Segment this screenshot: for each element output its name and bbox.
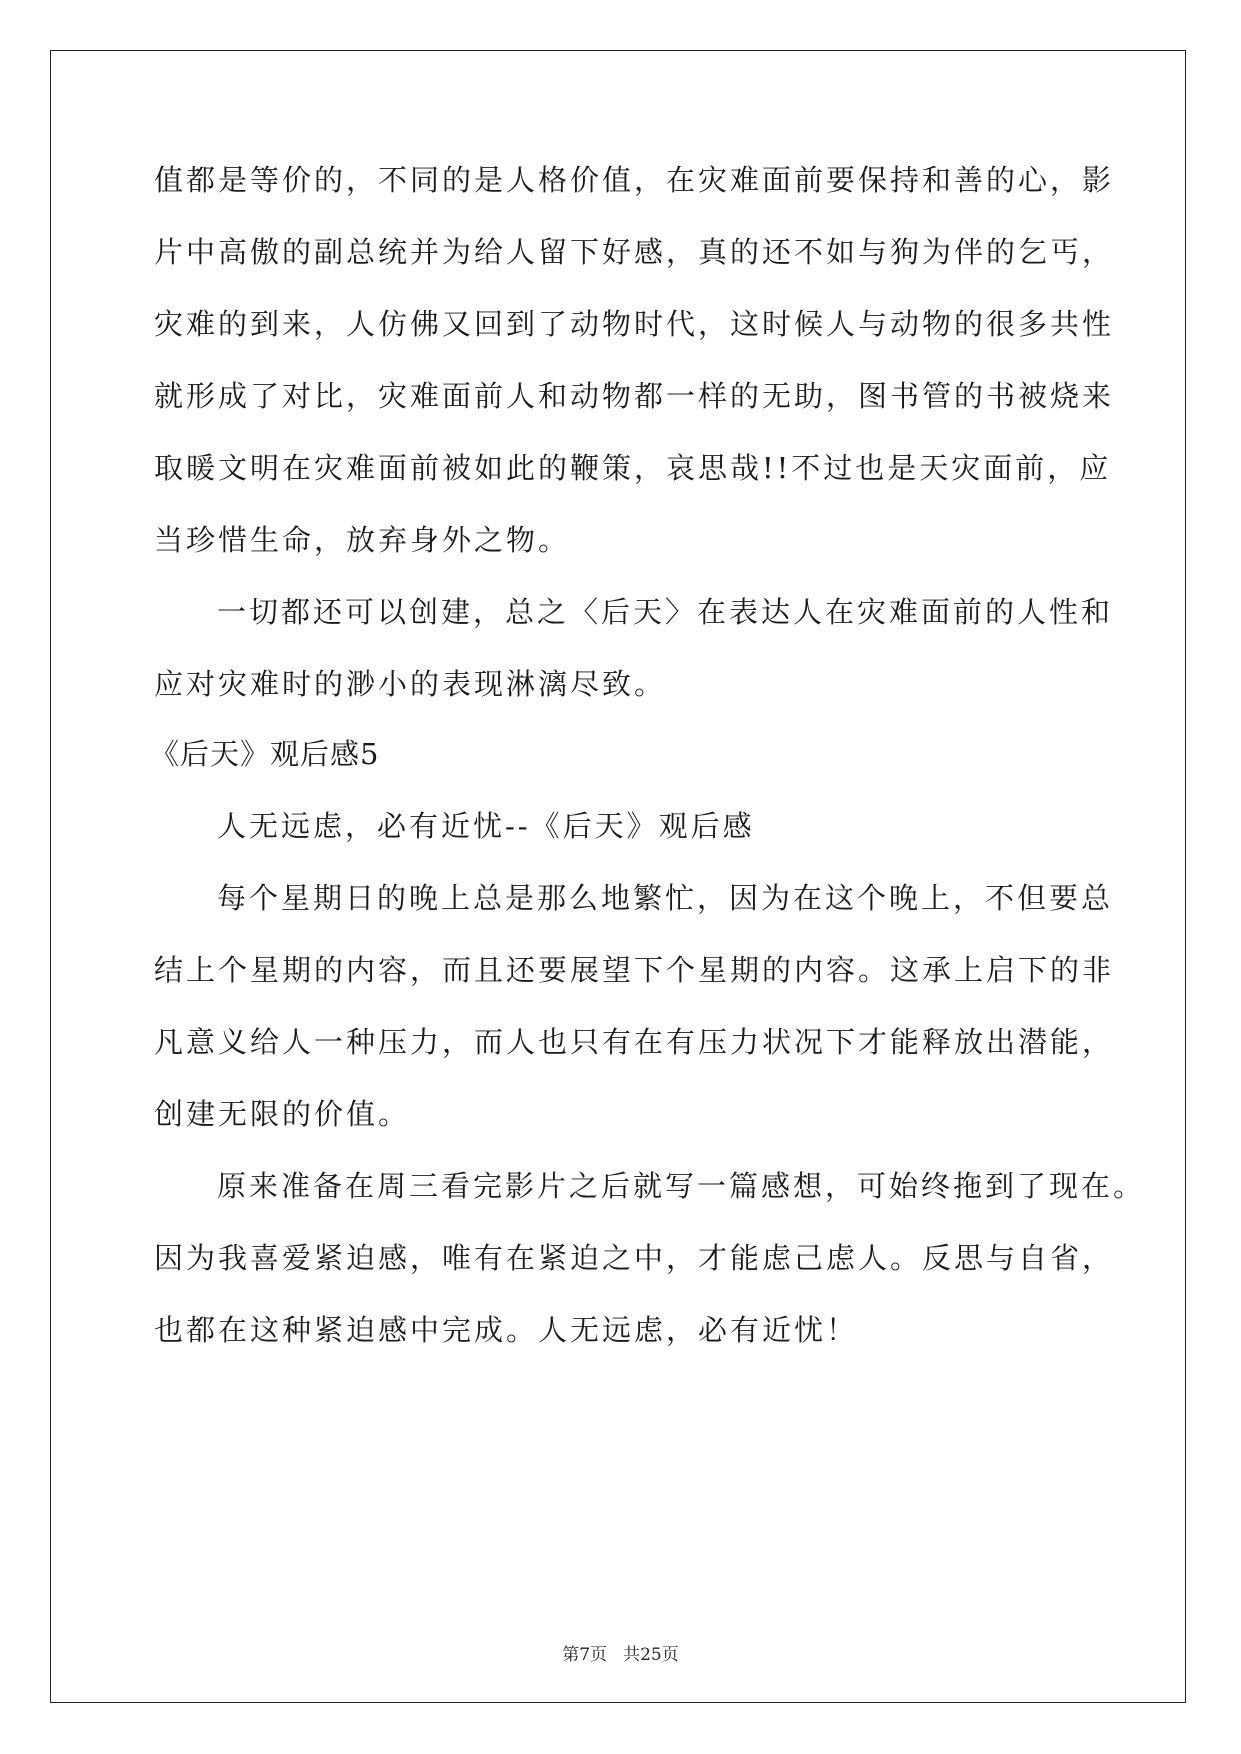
text-line: 取暖文明在灾难面前被如此的鞭策，哀思哉!!不过也是天灾面前，应 <box>154 451 1112 485</box>
text-line: 凡意义给人一种压力，而人也只有在有压力状况下才能释放出潜能， <box>154 1025 1115 1059</box>
text-line: 因为我喜爱紧迫感，唯有在紧迫之中，才能虑己虑人。反思与自省， <box>154 1241 1115 1275</box>
text-line: 当珍惜生命，放弃身外之物。 <box>154 523 571 557</box>
text-line: 片中高傲的副总统并为给人留下好感，真的还不如与狗为伴的乞丐， <box>154 235 1115 269</box>
text-line: 就形成了对比，灾难面前人和动物都一样的无助，图书管的书被烧来 <box>154 379 1115 413</box>
text-line: 结上个星期的内容，而且还要展望下个星期的内容。这承上启下的非 <box>154 953 1115 987</box>
text-line: 创建无限的价值。 <box>154 1097 411 1131</box>
page-border <box>50 50 1186 1703</box>
section-heading: 《后天》观后感5 <box>150 737 380 771</box>
paragraph-start: 原来准备在周三看完影片之后就写一篇感想，可始终拖到了现在。 <box>217 1169 1146 1203</box>
text-line: 应对灾难时的渺小的表现淋漓尽致。 <box>154 667 667 701</box>
article-subtitle: 人无远虑，必有近忧--《后天》观后感 <box>217 809 755 843</box>
paragraph-start: 一切都还可以创建，总之〈后天〉在表达人在灾难面前的人性和 <box>217 595 1114 629</box>
text-line: 也都在这种紧迫感中完成。人无远虑，必有近忧！ <box>154 1313 859 1347</box>
total-pages: 共25页 <box>623 1645 679 1665</box>
paragraph-start: 每个星期日的晚上总是那么地繁忙，因为在这个晚上，不但要总 <box>217 881 1114 915</box>
page-number: 第7页 <box>562 1645 608 1665</box>
page-footer <box>0 1640 1241 1665</box>
text-line: 值都是等价的，不同的是人格价值，在灾难面前要保持和善的心，影 <box>154 163 1115 197</box>
text-line: 灾难的到来，人仿佛又回到了动物时代，这时候人与动物的很多共性 <box>154 307 1115 341</box>
